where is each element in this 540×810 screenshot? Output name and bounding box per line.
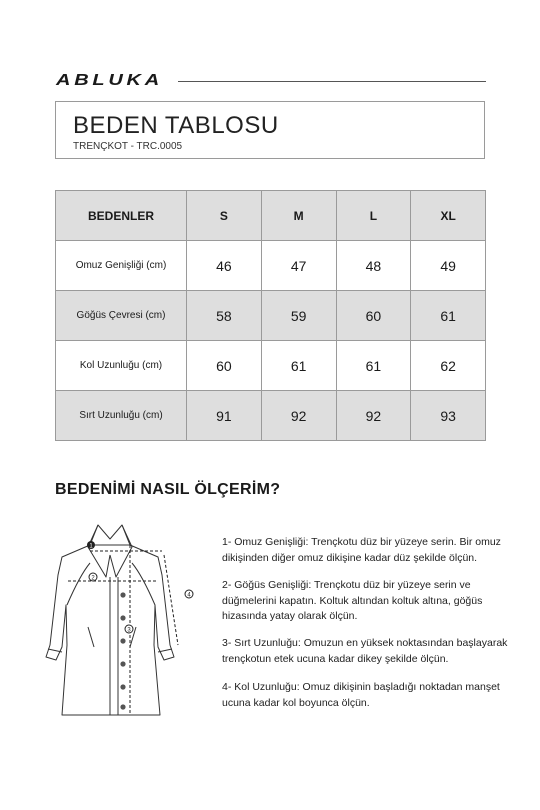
row-label: Göğüs Çevresi (cm) xyxy=(56,291,187,341)
table-cell: 61 xyxy=(261,341,336,391)
instruction-sleeve: 4- Kol Uzunluğu: Omuz dikişinin başladığı noktadan manşet ucuna kadar kol boyunca ölçün. xyxy=(222,681,500,709)
table-cell: 46 xyxy=(187,241,262,291)
table-cell: 59 xyxy=(261,291,336,341)
table-header-cell: S xyxy=(187,191,262,241)
table-cell: 91 xyxy=(187,391,262,441)
instruction-back-length: 3- Sırt Uzunluğu: Omuzun en yüksek noktasından başlayarak trençkotun etek ucuna kadar dikey şekilde ölçün. xyxy=(222,637,508,665)
brand-logo: ABLUKA xyxy=(56,72,163,89)
table-header-cell: BEDENLER xyxy=(56,191,187,241)
row-label: Kol Uzunluğu (cm) xyxy=(56,341,187,391)
marker-label: 2 xyxy=(91,575,95,582)
size-table xyxy=(55,190,486,441)
table-cell: 60 xyxy=(336,291,411,341)
table-cell: 58 xyxy=(187,291,262,341)
marker-label: 1 xyxy=(89,543,93,550)
table-row xyxy=(56,341,486,391)
table-header-row xyxy=(56,191,486,241)
table-cell: 47 xyxy=(261,241,336,291)
instruction-shoulder: 1- Omuz Genişliği: Trençkotu düz bir yüzeye serin. Bir omuz dikişinden diğer omuz dikişine kadar düz şekilde ölçün. xyxy=(222,536,501,564)
table-cell: 92 xyxy=(261,391,336,441)
table-cell: 93 xyxy=(411,391,486,441)
button-icon xyxy=(120,592,125,597)
button-icon xyxy=(120,661,125,666)
sleeve-measure-line xyxy=(164,555,178,645)
table-row xyxy=(56,241,486,291)
table-cell: 61 xyxy=(411,291,486,341)
section-title: BEDENİMİ NASIL ÖLÇERİM? xyxy=(55,481,281,498)
row-label: Sırt Uzunluğu (cm) xyxy=(56,391,187,441)
button-icon xyxy=(120,615,125,620)
product-code: TRENÇKOT - TRC.0005 xyxy=(73,141,183,152)
marker-label: 4 xyxy=(187,592,191,599)
table-cell: 61 xyxy=(336,341,411,391)
table-cell: 48 xyxy=(336,241,411,291)
table-header-cell: XL xyxy=(411,191,486,241)
table-row xyxy=(56,391,486,441)
table-header-cell: L xyxy=(336,191,411,241)
table-cell: 92 xyxy=(336,391,411,441)
title-box xyxy=(55,101,485,159)
table-row xyxy=(56,291,486,341)
button-icon xyxy=(120,704,125,709)
instruction-chest: 2- Göğüs Genişliği: Trençkotu düz bir yüzeye serin ve düğmelerini kapatın. Koltuk altından koltuk altına, göğüs hizasında yatay olarak ölçün. xyxy=(222,579,483,622)
header-divider xyxy=(178,81,486,82)
trench-coat-diagram xyxy=(40,515,210,720)
button-icon xyxy=(120,684,125,689)
button-icon xyxy=(120,638,125,643)
table-cell: 60 xyxy=(187,341,262,391)
table-header-cell: M xyxy=(261,191,336,241)
page-title: BEDEN TABLOSU xyxy=(73,112,279,139)
table-cell: 49 xyxy=(411,241,486,291)
marker-label: 3 xyxy=(127,627,131,634)
row-label: Omuz Genişliği (cm) xyxy=(56,241,187,291)
table-cell: 62 xyxy=(411,341,486,391)
